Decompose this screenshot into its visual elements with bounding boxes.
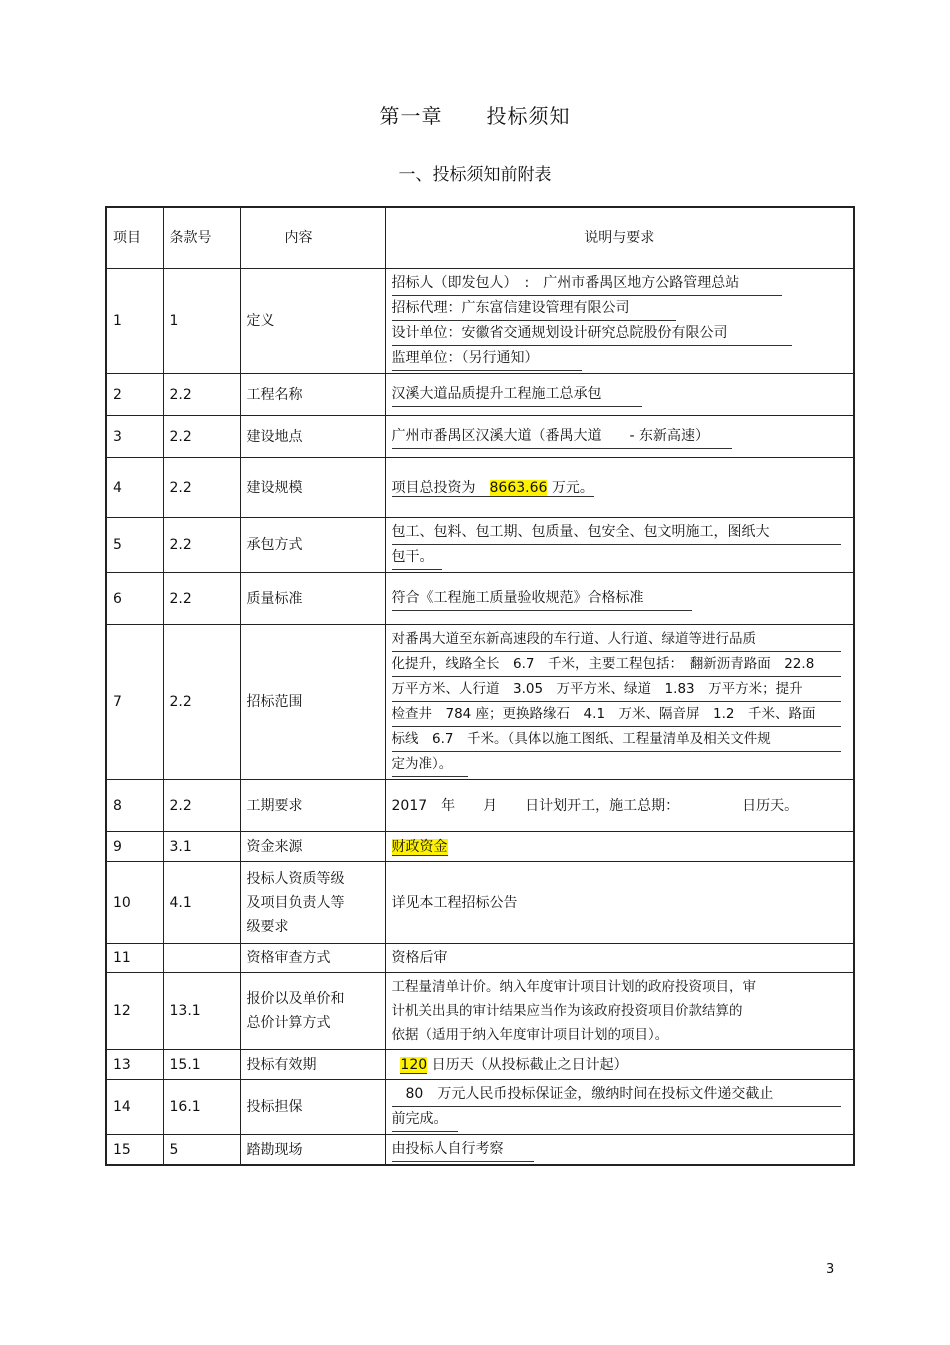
content-cell: 招标范围 [240,625,385,780]
content-cell [240,973,385,1050]
desc-line: 监理单位：（另行通知） [392,346,582,371]
desc-line: 依据（适用于纳入年度审计项目计划的项目）。 [391,1027,669,1043]
item-number: 1 [106,269,163,374]
page-number: 3 [826,1262,835,1277]
table-row [106,1080,854,1135]
clause-number: 2.2 [163,625,240,780]
item-number: 9 [106,832,163,862]
header-clause: 条款号 [163,207,240,269]
content-cell: 定义 [240,269,385,374]
desc-line: 定为准）。 [392,752,468,777]
header-description: 说明与要求 [385,207,854,269]
clause-number: 2.2 [163,416,240,458]
desc-line: 广州市番禺区汉溪大道（番禺大道 - 东新高速） [392,424,732,449]
description-cell [385,269,854,374]
table-row [106,780,854,832]
description-cell [385,374,854,416]
clause-number: 4.1 [163,862,240,944]
table-row [106,625,854,780]
bidding-info-table [105,206,855,1166]
description-cell [385,973,854,1050]
chapter-title [0,100,950,129]
table-row [106,832,854,862]
item-number: 13 [106,1050,163,1080]
content-cell: 踏勘现场 [240,1135,385,1166]
item-number: 4 [106,458,163,518]
table-row [106,416,854,458]
chapter-name: 投标须知 [486,104,571,128]
table-row [106,1050,854,1080]
desc-line: 万平方米、人行道 3.05 万平方米、绿道 1.83 万平方米；提升 [392,677,842,702]
desc-line: 招标代理：广东富信建设管理有限公司 [392,296,676,321]
desc-line: 符合《工程施工质量验收规范》合格标准 [392,586,692,611]
clause-number: 2.2 [163,780,240,832]
description-cell [385,416,854,458]
content-line: 报价以及单价和 [246,991,345,1007]
desc-line: 检查井 784 座；更换路缘石 4.1 万米、隔音屏 1.2 千米、路面 [392,702,842,727]
table-row [106,269,854,374]
item-number: 3 [106,416,163,458]
content-cell: 工程名称 [240,374,385,416]
content-cell: 承包方式 [240,518,385,573]
item-number: 5 [106,518,163,573]
highlighted-investment: 8663.66 [489,479,548,496]
clause-number: 5 [163,1135,240,1166]
header-item: 项目 [106,207,163,269]
content-line: 级要求 [246,918,289,935]
clause-number [163,944,240,973]
content-cell: 资金来源 [240,832,385,862]
item-number: 14 [106,1080,163,1135]
table-row [106,374,854,416]
content-cell: 投标有效期 [240,1050,385,1080]
clause-number: 15.1 [163,1050,240,1080]
table-row [106,573,854,625]
description-cell [385,1135,854,1166]
desc-line: 包工、包料、包工期、包质量、包安全、包文明施工，图纸大 [392,520,842,545]
highlighted-fund-source: 财政资金 [391,838,448,855]
description-cell [385,832,854,862]
content-cell: 建设地点 [240,416,385,458]
content-cell: 资格审查方式 [240,944,385,973]
scale-text: 项目总投资为 8663.66 万元。 [391,479,594,496]
desc-line: 设计单位：安徽省交通规划设计研究总院股份有限公司 [392,321,792,346]
content-cell: 质量标准 [240,573,385,625]
desc-line: 对番禺大道至东新高速段的车行道、人行道、绿道等进行品质 [392,627,842,652]
table-row [106,518,854,573]
description-cell [385,458,854,518]
desc-line: 前完成。 [392,1107,458,1132]
item-number: 7 [106,625,163,780]
table-row [106,862,854,944]
clause-number: 16.1 [163,1080,240,1135]
content-line: 总价计算方式 [246,1015,331,1031]
desc-line: 工程量清单计价。纳入年度审计项目计划的政府投资项目，审 [391,979,756,995]
description-cell: 2017 年 月 日计划开工，施工总期： 日历天。 [385,780,854,832]
content-line: 投标人资质等级 [246,870,345,887]
description-cell [385,625,854,780]
clause-number: 3.1 [163,832,240,862]
desc-line: 包干。 [392,545,442,570]
desc-line: 由投标人自行考察 [392,1137,534,1162]
description-cell [385,518,854,573]
desc-line: 汉溪大道品质提升工程施工总承包 [392,382,642,407]
clause-number: 2.2 [163,458,240,518]
clause-number: 2.2 [163,374,240,416]
table-header-row [106,207,854,269]
description-cell: 120 日历天（从投标截止之日计起） [385,1050,854,1080]
desc-line: 标线 6.7 千米。（具体以施工图纸、工程量清单及相关文件规 [392,727,842,752]
section-title: 一、投标须知前附表 [398,165,552,185]
clause-number: 1 [163,269,240,374]
item-number: 2 [106,374,163,416]
table-row [106,944,854,973]
highlighted-validity-days: 120 [400,1056,428,1073]
desc-line: 计机关出具的审计结果应当作为该政府投资项目价款结算的 [391,1003,743,1019]
item-number: 15 [106,1135,163,1166]
table-row [106,458,854,518]
content-cell: 建设规模 [240,458,385,518]
desc-line: 化提升，线路全长 6.7 千米，主要工程包括： 翻新沥青路面 22.8 [392,652,842,677]
desc-line: 招标人（即发包人） : 广州市番禺区地方公路管理总站 [392,271,782,296]
description-cell: 详见本工程招标公告 [385,862,854,944]
clause-number: 13.1 [163,973,240,1050]
content-line: 及项目负责人等 [246,894,345,911]
chapter-number: 第一章 [379,104,443,128]
description-cell [385,573,854,625]
clause-number: 2.2 [163,518,240,573]
clause-number: 2.2 [163,573,240,625]
content-cell [240,862,385,944]
item-number: 6 [106,573,163,625]
header-content: 内容 [240,207,385,269]
description-cell: 资格后审 [385,944,854,973]
description-cell [385,1080,854,1135]
item-number: 8 [106,780,163,832]
content-cell: 投标担保 [240,1080,385,1135]
table-row [106,973,854,1050]
desc-line: 80 万元人民币投标保证金，缴纳时间在投标文件递交截止 [392,1082,842,1107]
item-number: 12 [106,973,163,1050]
table-row [106,1135,854,1166]
item-number: 10 [106,862,163,944]
content-cell: 工期要求 [240,780,385,832]
item-number: 11 [106,944,163,973]
